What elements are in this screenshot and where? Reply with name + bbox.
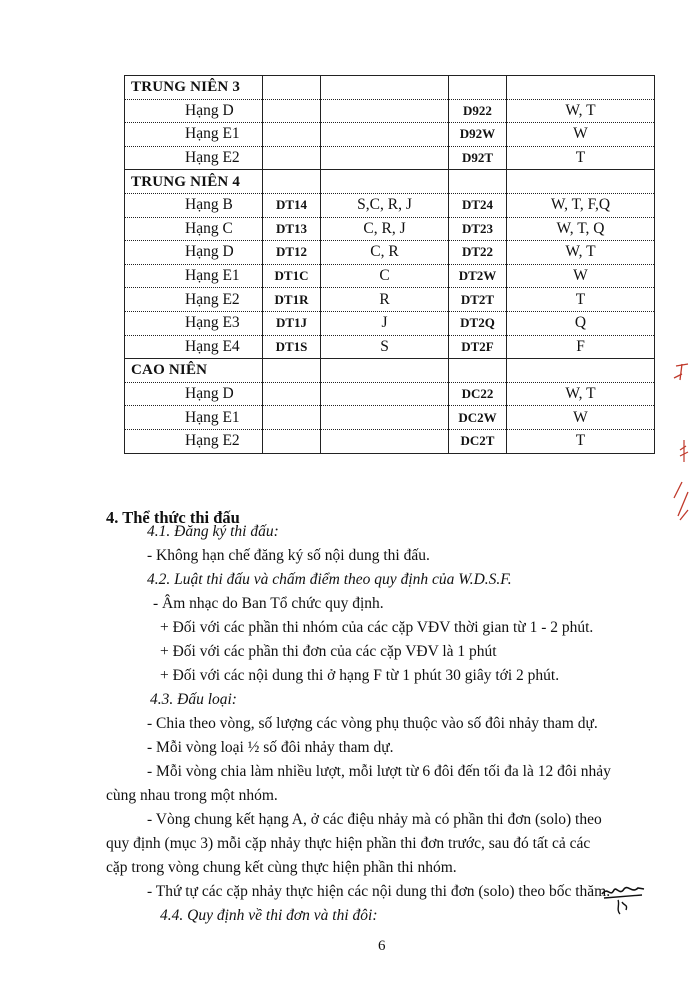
body-line: cặp trong vòng chung kết cùng thực hiện phần thi nhóm. — [106, 859, 457, 876]
level-cell: Hạng E2 — [125, 429, 263, 453]
group-code-cell: DT13 — [263, 217, 321, 241]
standard-dance-cell: Q — [507, 311, 655, 335]
empty-cell — [507, 170, 655, 194]
empty-cell — [507, 359, 655, 383]
body-line: - Thứ tự các cặp nhảy thực hiện các nội dung thi đơn (solo) theo bốc thăm. — [147, 883, 611, 900]
group-code-cell — [263, 382, 321, 406]
table-row — [125, 264, 655, 288]
table-row — [125, 193, 655, 217]
empty-cell — [507, 76, 655, 100]
category-row — [125, 76, 655, 100]
table-body — [125, 76, 655, 454]
body-line: - Chia theo vòng, số lượng các vòng phụ thuộc vào số đôi nhảy tham dự. — [147, 715, 598, 732]
group-code-cell — [263, 123, 321, 147]
level-cell: Hạng D — [125, 99, 263, 123]
level-cell: Hạng E1 — [125, 406, 263, 430]
group-code-cell: DT1C — [263, 264, 321, 288]
category-name: CAO NIÊN — [125, 359, 263, 383]
body-line: - Âm nhạc do Ban Tổ chức quy định. — [153, 595, 384, 612]
level-cell: Hạng E4 — [125, 335, 263, 359]
table-row — [125, 146, 655, 170]
empty-cell — [449, 170, 507, 194]
body-line: + Đối với các nội dung thi ở hạng F từ 1 phút 30 giây tới 2 phút. — [160, 667, 560, 684]
body-line: - Mỗi vòng chia làm nhiều lượt, mỗi lượt từ 6 đôi đến tối đa là 12 đôi nhảy — [147, 763, 611, 780]
standard-code-cell: DT2Q — [449, 311, 507, 335]
table-row — [125, 288, 655, 312]
standard-code-cell: DC2T — [449, 429, 507, 453]
level-cell: Hạng E3 — [125, 311, 263, 335]
standard-dance-cell: W — [507, 123, 655, 147]
group-code-cell: DT12 — [263, 241, 321, 265]
group-dance-cell — [321, 406, 449, 430]
group-dance-cell: J — [321, 311, 449, 335]
standard-dance-cell: W, T — [507, 382, 655, 406]
competition-table — [124, 75, 655, 454]
level-cell: Hạng E1 — [125, 123, 263, 147]
level-cell: Hạng C — [125, 217, 263, 241]
standard-code-cell: DT2F — [449, 335, 507, 359]
standard-dance-cell: W, T — [507, 241, 655, 265]
level-cell: Hạng E2 — [125, 146, 263, 170]
signature-icon — [598, 880, 648, 920]
level-cell: Hạng E2 — [125, 288, 263, 312]
standard-dance-cell: W — [507, 406, 655, 430]
level-cell: Hạng D — [125, 382, 263, 406]
standard-code-cell: DC22 — [449, 382, 507, 406]
empty-cell — [321, 170, 449, 194]
body-line: 4.1. Đăng ký thi đấu: — [147, 523, 279, 540]
empty-cell — [321, 359, 449, 383]
group-code-cell — [263, 406, 321, 430]
standard-code-cell: D922 — [449, 99, 507, 123]
table-row — [125, 429, 655, 453]
standard-code-cell: D92T — [449, 146, 507, 170]
table-row — [125, 241, 655, 265]
standard-code-cell: DT2W — [449, 264, 507, 288]
group-dance-cell — [321, 99, 449, 123]
empty-cell — [263, 76, 321, 100]
body-line: quy định (mục 3) mỗi cặp nhảy thực hiện phần thi đơn trước, sau đó tất cả các — [106, 835, 591, 852]
empty-cell — [449, 76, 507, 100]
group-code-cell: DT1J — [263, 311, 321, 335]
group-code-cell: DT1R — [263, 288, 321, 312]
group-dance-cell: R — [321, 288, 449, 312]
standard-dance-cell: W, T, F,Q — [507, 193, 655, 217]
table-row — [125, 382, 655, 406]
category-row — [125, 170, 655, 194]
standard-dance-cell: W, T, Q — [507, 217, 655, 241]
category-row — [125, 359, 655, 383]
empty-cell — [449, 359, 507, 383]
body-line: + Đối với các phần thi đơn của các cặp VĐV là 1 phút — [160, 643, 497, 660]
standard-code-cell: D92W — [449, 123, 507, 147]
standard-dance-cell: T — [507, 288, 655, 312]
standard-code-cell: DT2T — [449, 288, 507, 312]
body-line: + Đối với các phần thi nhóm của các cặp VĐV thời gian từ 1 - 2 phút. — [160, 619, 594, 636]
standard-code-cell: DT22 — [449, 241, 507, 265]
standard-code-cell: DT24 — [449, 193, 507, 217]
table-row — [125, 406, 655, 430]
group-dance-cell — [321, 146, 449, 170]
category-name: TRUNG NIÊN 3 — [125, 76, 263, 100]
category-name: TRUNG NIÊN 4 — [125, 170, 263, 194]
standard-dance-cell: W — [507, 264, 655, 288]
table-row — [125, 99, 655, 123]
standard-dance-cell: T — [507, 146, 655, 170]
group-code-cell — [263, 429, 321, 453]
body-line: 4.3. Đấu loại: — [150, 691, 237, 708]
group-code-cell — [263, 146, 321, 170]
group-dance-cell — [321, 382, 449, 406]
standard-dance-cell: F — [507, 335, 655, 359]
group-dance-cell: S,C, R, J — [321, 193, 449, 217]
empty-cell — [263, 170, 321, 194]
table-row — [125, 311, 655, 335]
section-title: 4. Thể thức thi đấu — [106, 508, 240, 527]
body-line: 4.2. Luật thi đấu và chấm điểm theo quy định của W.D.S.F. — [147, 571, 512, 588]
standard-code-cell: DC2W — [449, 406, 507, 430]
body-line: - Không hạn chế đăng ký số nội dung thi đấu. — [147, 547, 430, 564]
group-code-cell: DT14 — [263, 193, 321, 217]
level-cell: Hạng D — [125, 241, 263, 265]
group-code-cell — [263, 99, 321, 123]
margin-mark-icon — [660, 350, 696, 530]
level-cell: Hạng B — [125, 193, 263, 217]
page-number: 6 — [378, 938, 386, 954]
table-row — [125, 335, 655, 359]
group-dance-cell: C, R — [321, 241, 449, 265]
body-line: cùng nhau trong một nhóm. — [106, 787, 278, 804]
group-dance-cell: C — [321, 264, 449, 288]
standard-dance-cell: W, T — [507, 99, 655, 123]
empty-cell — [321, 76, 449, 100]
group-dance-cell — [321, 123, 449, 147]
table-row — [125, 123, 655, 147]
standard-code-cell: DT23 — [449, 217, 507, 241]
group-dance-cell: C, R, J — [321, 217, 449, 241]
body-line: - Mỗi vòng loại ½ số đôi nhảy tham dự. — [147, 739, 394, 756]
table-row — [125, 217, 655, 241]
body-line: - Vòng chung kết hạng A, ở các điệu nhảy mà có phần thi đơn (solo) theo — [147, 811, 602, 828]
empty-cell — [263, 359, 321, 383]
group-dance-cell: S — [321, 335, 449, 359]
group-code-cell: DT1S — [263, 335, 321, 359]
level-cell: Hạng E1 — [125, 264, 263, 288]
group-dance-cell — [321, 429, 449, 453]
body-line: 4.4. Quy định về thi đơn và thi đôi: — [160, 907, 378, 924]
standard-dance-cell: T — [507, 429, 655, 453]
